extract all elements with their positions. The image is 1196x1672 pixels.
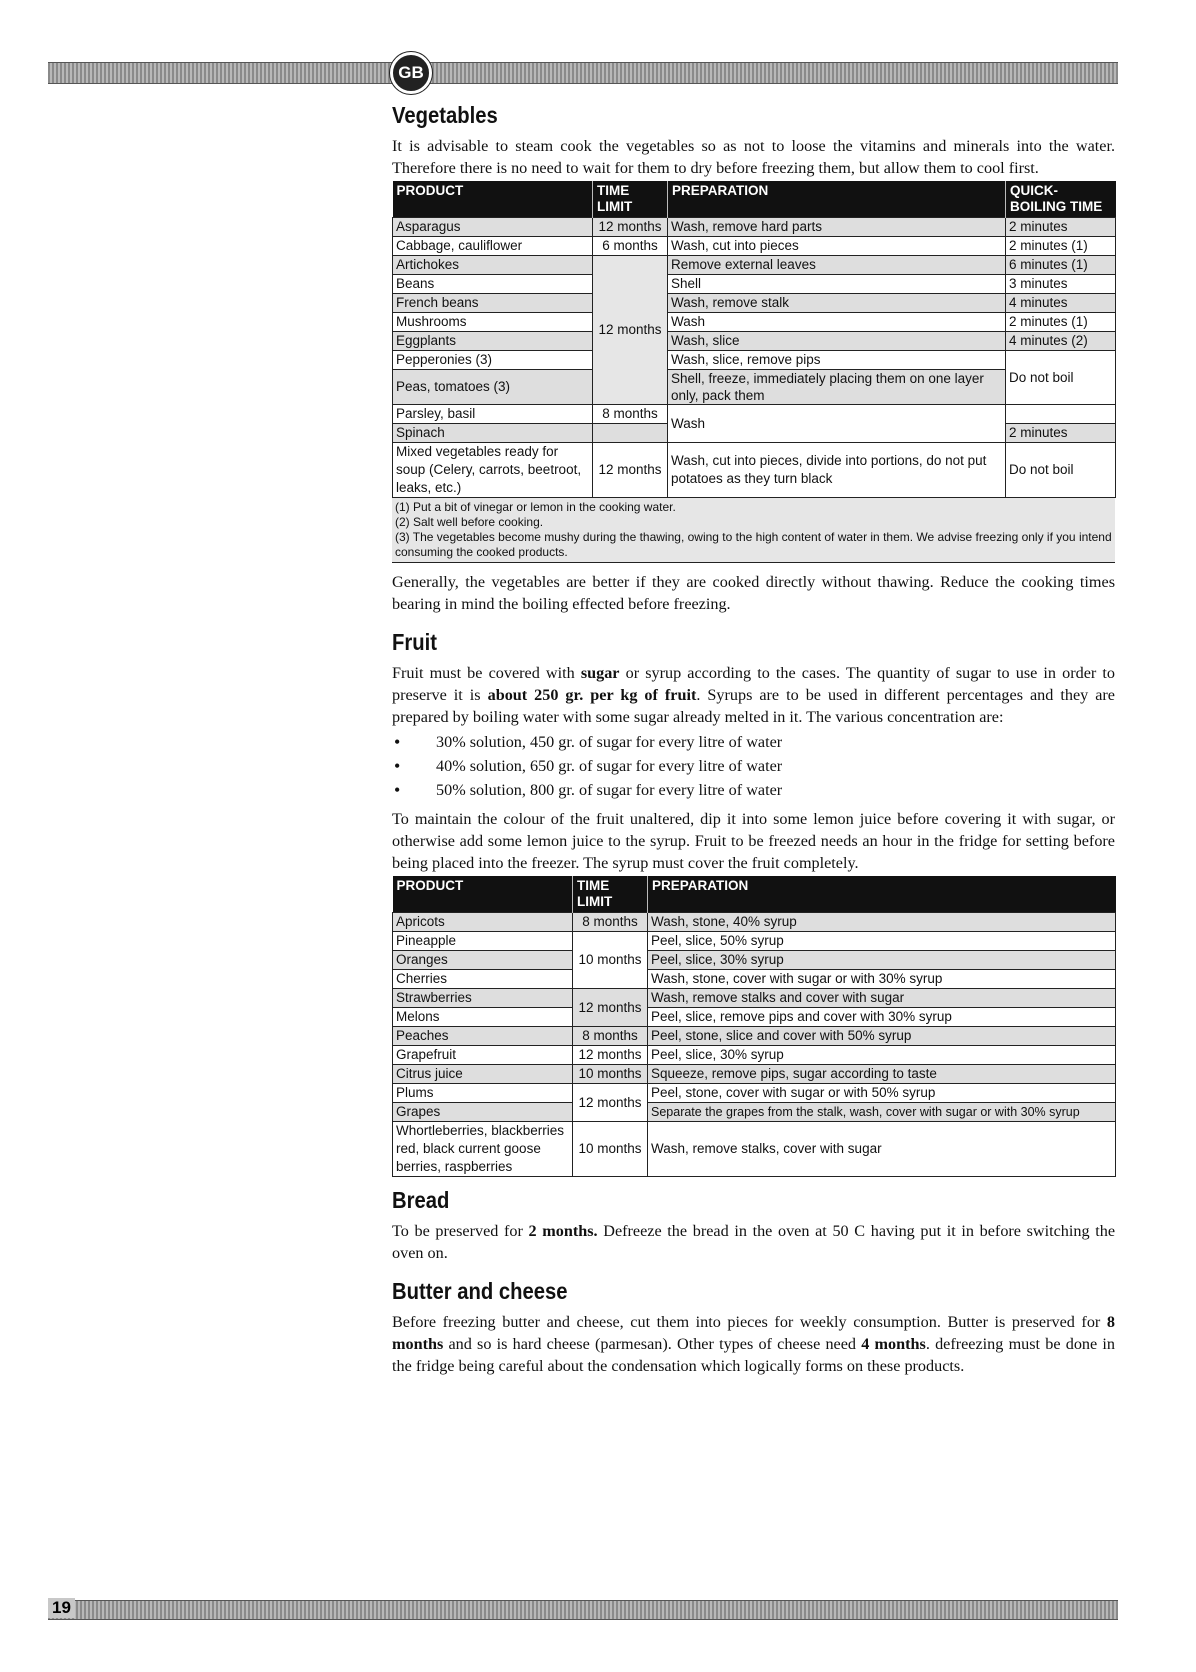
table-row: Pepperonies (3) Wash, slice, remove pips Do not boil [393,351,1116,370]
table-header-row [393,181,1116,218]
fruit-heading: Fruit [392,629,437,655]
footnote-2: (2) Salt well before cooking. [395,515,544,529]
col-preparation: PREPARATION [668,181,1006,218]
table-row: Cabbage, cauliflower 6 months Wash, cut into pieces 2 minutes (1) [393,237,1116,256]
vegetables-after: Generally, the vegetables are better if they are cooked directly without thawing. Reduce the cooking times bearing in mind the boiling effected before freezing. [392,573,1115,613]
bread-text: To be preserved for 2 months. Defreeze the bread in the oven at 50 C having put it in before switching the oven on. [392,1222,1116,1262]
table-row: Asparagus 12 months Wash, remove hard parts 2 minutes [393,218,1116,237]
bottom-band [48,1600,1118,1620]
vegetables-heading: Vegetables [392,102,498,128]
col-boiling-time: QUICK- BOILING TIME [1006,181,1116,218]
table-row: Parsley, basil 8 months Wash [393,405,1116,424]
table-row: Peaches 8 months Peel, stone, slice and cover with 50% syrup [393,1027,1116,1046]
col-product: PRODUCT [393,181,593,218]
col-product: PRODUCT [393,876,573,913]
butter-cheese-text: Before freezing butter and cheese, cut them into pieces for weekly consumption. Butter is preserved for 8 months and so is hard cheese (parmesan). Other types of cheese need 4 months. defreezing must be done in the fridge being careful about the condensation which logically forms on these products. [392,1313,1115,1375]
table-header-row [393,876,1116,913]
list-item: • 30% solution, 450 gr. of sugar for every litre of water [392,730,1115,754]
fruit-after: To maintain the colour of the fruit unaltered, dip it into some lemon juice before covering it with sugar, or otherwise add some lemon juice to the syrup. Fruit to be freezed needs an hour in the fridge for setting before being placed into the freezer. The syrup must cover the fruit completely. [392,810,1115,872]
table-row: Grapefruit 12 months Peel, slice, 30% syrup [393,1046,1116,1065]
footnote-1: (1) Put a bit of vinegar or lemon in the cooking water. [395,500,676,514]
top-band [48,62,1118,84]
table-row: Mushrooms Wash 2 minutes (1) [393,313,1116,332]
table-row: Apricots 8 months Wash, stone, 40% syrup [393,913,1116,932]
syrup-list [392,730,1115,802]
table-row: Artichokes 12 months Remove external leaves 6 minutes (1) [393,256,1116,275]
fruit-table [392,876,1116,1177]
table-row: Strawberries 12 months Wash, remove stalks and cover with sugar [393,989,1116,1008]
table-row: Beans Shell 3 minutes [393,275,1116,294]
col-time-limit: TIME LIMIT [593,181,668,218]
vegetables-table [392,181,1116,498]
table-row: Cherries Wash, stone, cover with sugar or with 30% syrup [393,970,1116,989]
butter-cheese-heading: Butter and cheese [392,1278,568,1304]
table-row: Eggplants Wash, slice 4 minutes (2) [393,332,1116,351]
page-number: 19 [48,1598,75,1618]
table-row: Citrus juice 10 months Squeeze, remove pips, sugar according to taste [393,1065,1116,1084]
language-badge: GB [390,52,432,94]
table-row: Whortleberries, blackberries red, black current goose berries, raspberries 10 months Wash, remove stalks, cover with sugar [393,1122,1116,1177]
col-preparation: PREPARATION [648,876,1116,913]
table-row: Oranges Peel, slice, 30% syrup [393,951,1116,970]
fruit-intro: Fruit must be covered with sugar or syrup according to the cases. The quantity of sugar to use in order to preserve it is about 250 gr. per kg of fruit. Syrups are to be used in different percentages and they are prepared by boiling water with some sugar already melted in it. The various concentration are: [392,664,1115,726]
table-row: French beans Wash, remove stalk 4 minutes [393,294,1116,313]
vegetables-footnotes [392,498,1115,563]
table-row: Peas, tomatoes (3) Shell, freeze, immediately placing them on one layer only, pack them [393,370,1116,405]
table-row: Pineapple 10 months Peel, slice, 50% syrup [393,932,1116,951]
list-item: • 50% solution, 800 gr. of sugar for every litre of water [392,778,1115,802]
vegetables-intro: It is advisable to steam cook the vegetables so as not to loose the vitamins and minerals into the water. Therefore there is no need to wait for them to dry before freezing them, but allow them to cool first. [392,137,1115,177]
page-content [392,102,1115,1377]
list-item: • 40% solution, 650 gr. of sugar for every litre of water [392,754,1115,778]
table-row: Plums 12 months Peel, stone, cover with sugar or with 50% syrup [393,1084,1116,1103]
table-row: Melons Peel, slice, remove pips and cover with 30% syrup [393,1008,1116,1027]
table-row: Mixed vegetables ready for soup (Celery, carrots, beetroot, leaks, etc.) 12 months Wash, cut into pieces, divide into portions, do not put potatoes as they turn black Do not boil [393,443,1116,498]
table-row: Spinach 2 minutes [393,424,1116,443]
footnote-3: (3) The vegetables become mushy during the thawing, owing to the high content of water in them. We advise freezing only if you intend consuming the cooked products. [395,530,1112,559]
bread-heading: Bread [392,1187,450,1213]
table-row: Grapes Separate the grapes from the stalk, wash, cover with sugar or with 30% syrup [393,1103,1116,1122]
col-time-limit: TIME LIMIT [573,876,648,913]
